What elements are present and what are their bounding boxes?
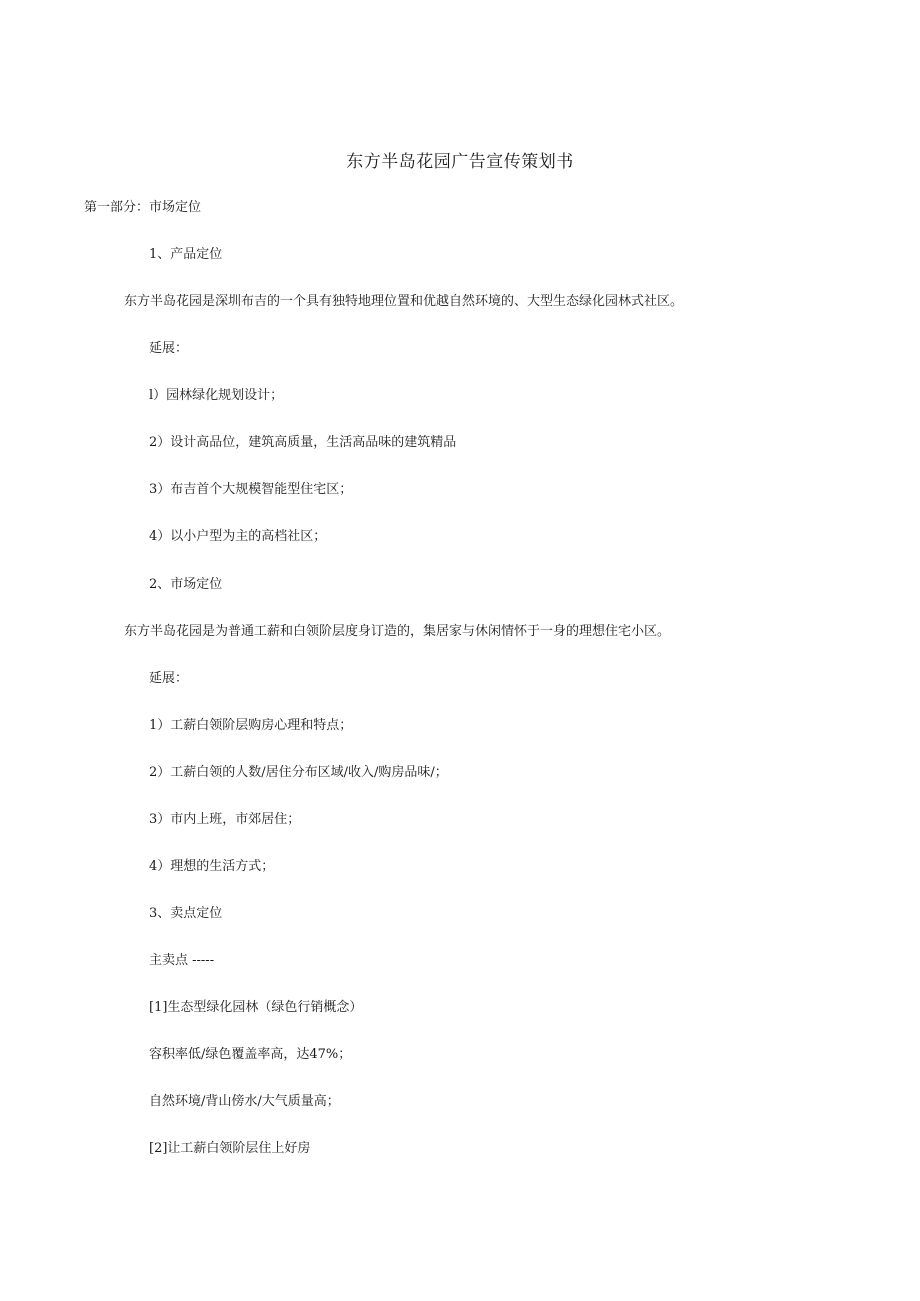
- subsection-heading-selling-points: 3、卖点定位: [149, 906, 223, 921]
- selling-point-detail: 容积率低/绿色覆盖率高，达47%；: [149, 1047, 352, 1062]
- main-selling-point-label: 主卖点 -----: [149, 953, 215, 968]
- list-item: 4）理想的生活方式；: [149, 859, 275, 874]
- extension-label: 延展：: [149, 341, 189, 356]
- selling-point-detail: 自然环境/背山傍水/大气质量高；: [149, 1094, 340, 1109]
- list-item: 4）以小户型为主的高档社区；: [149, 529, 327, 544]
- list-item: 1）工薪白领阶层购房心理和特点；: [149, 718, 353, 733]
- paragraph-product-positioning: 东方半岛花园是深圳布吉的一个具有独特地理位置和优越自然环境的、大型生态绿化园林式社区。: [124, 294, 684, 309]
- list-item: 2）工薪白领的人数/居住分布区域/收入/购房品味/；: [149, 765, 448, 780]
- subsection-heading-market-positioning: 2、市场定位: [149, 577, 223, 592]
- paragraph-market-positioning: 东方半岛花园是为普通工薪和白领阶层度身订造的，集居家与休闲情怀于一身的理想住宅小区。: [124, 624, 671, 639]
- subsection-heading-product-positioning: 1、产品定位: [149, 247, 223, 262]
- list-item: 3）市内上班，市郊居住；: [149, 812, 301, 827]
- document-title: 东方半岛花园广告宣传策划书: [346, 152, 574, 172]
- list-item: 2）设计高品位，建筑高质量，生活高品味的建筑精品: [149, 435, 457, 450]
- list-item: l）园林绿化规划设计；: [149, 388, 284, 403]
- section-heading-part-one: 第一部分：市场定位: [84, 200, 202, 215]
- list-item: 3）布吉首个大规模智能型住宅区；: [149, 482, 353, 497]
- selling-point-item: [1]生态型绿化园林（绿色行销概念）: [149, 1000, 363, 1015]
- extension-label: 延展：: [149, 671, 189, 686]
- selling-point-item: [2]让工薪白领阶层住上好房: [149, 1141, 311, 1156]
